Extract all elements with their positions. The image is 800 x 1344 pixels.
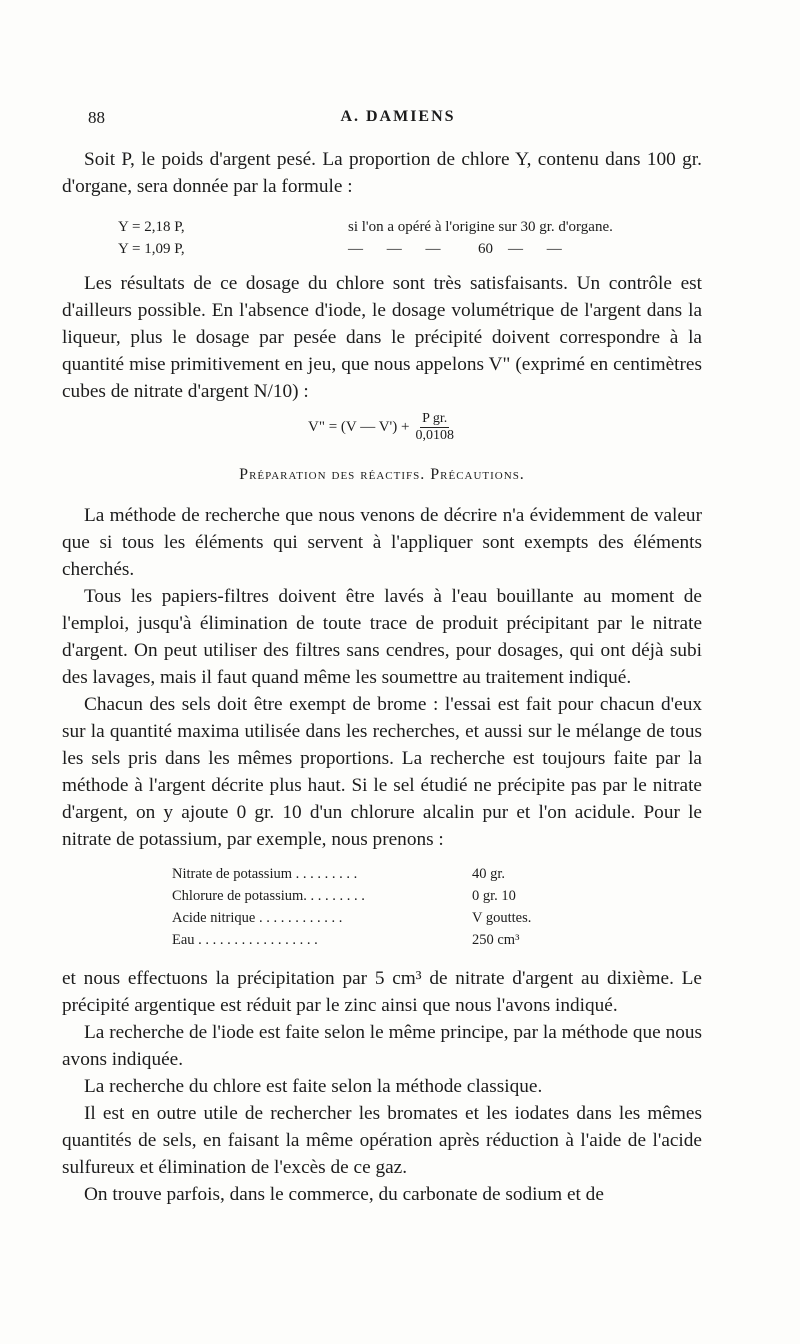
results-paragraph: Les résultats de ce dosage du chlore sont très satisfaisants. Un contrôle est d'ailleurs possible. En l'absence d'iode, le dosage volumétrique de l'argent dans la liqueur, plus le dosage par pesée dans le précipité doivent correspondre à la quantité mise primitivement en jeu, que nous appelons V" (exprimé en centimètres cubes de nitrate d'argent N/10) : xyxy=(62,273,702,402)
recipe-row xyxy=(172,885,702,907)
page-body xyxy=(62,146,702,1208)
recipe-row xyxy=(172,907,702,929)
recipe-quantity: V gouttes. xyxy=(472,910,532,926)
recipe-ingredient: Acide nitrique . . . . . . . . . . . . xyxy=(172,910,343,926)
formula-line xyxy=(62,238,702,260)
recipe-ingredient: Chlorure de potassium. . . . . . . . . xyxy=(172,888,365,904)
paragraph: La recherche de l'iode est faite selon le même principe, par la méthode que nous avons indiquée. xyxy=(62,1022,702,1070)
running-title: A. DAMIENS xyxy=(340,108,456,125)
fraction-numerator: P gr. xyxy=(422,411,448,426)
paragraph: Chacun des sels doit être exempt de brome : l'essai est fait pour chacun d'eux sur la quantité maxima utilisée dans les recherches, et aussi sur le mélange de tous les sels pris dans les mêmes proportions. La recherche est toujours faite par la méthode à l'argent décrite plus haut. Si le sel étudié ne précipite pas par le nitrate d'argent, on y ajoute 0 gr. 10 d'un chlorure alcalin pur et l'on acidule. Pour le nitrate de potassium, par exemple, nous prenons : xyxy=(62,694,702,850)
paragraph: et nous effectuons la précipitation par 5 cm³ de nitrate d'argent au dixième. Le précipité argentique est réduit par le zinc ainsi que nous l'avons indiqué. xyxy=(62,968,702,1016)
recipe-ingredient: Nitrate de potassium . . . . . . . . . xyxy=(172,866,358,882)
fraction-equation xyxy=(62,411,702,444)
recipe-row xyxy=(172,863,702,885)
paragraph: La recherche du chlore est faite selon la méthode classique. xyxy=(84,1076,543,1097)
fraction-denominator: 0,0108 xyxy=(415,428,454,443)
intro-paragraph: Soit P, le poids d'argent pesé. La proportion de chlore Y, contenu dans 100 gr. d'organe, sera donnée par la formule : xyxy=(62,149,702,197)
paragraph: Il est en outre utile de rechercher les bromates et les iodates dans les mêmes quantités de sels, en faisant la même opération après réduction à l'aide de l'acide sulfureux et élimination de l'excès de ce gaz. xyxy=(62,1103,702,1178)
paragraph: On trouve parfois, dans le commerce, du carbonate de sodium et de xyxy=(84,1184,604,1205)
page-header xyxy=(88,108,708,134)
equation-lhs: V" = (V — V') + xyxy=(308,419,410,435)
formula-condition: si l'on a opéré à l'origine sur 30 gr. d'organe. xyxy=(348,219,613,235)
formula-block xyxy=(62,216,702,260)
formula-line xyxy=(62,216,702,238)
page-number: 88 xyxy=(88,108,105,127)
formula-ditto-dashes: — — xyxy=(508,241,572,257)
recipe-quantity: 250 cm³ xyxy=(472,932,520,948)
formula-lhs: Y = 1,09 P, xyxy=(118,241,185,257)
recipe-quantity: 40 gr. xyxy=(472,866,506,882)
paragraph: Tous les papiers-filtres doivent être lavés à l'eau bouillante au moment de l'emploi, jusqu'à élimination de toute trace de produit précipitant par le nitrate d'argent. On peut utiliser des filtres sans cendres, pour dosages, qui ont déjà subi des lavages, mais il faut quand même les soumettre au traitement indiqué. xyxy=(62,586,702,688)
recipe-quantity: 0 gr. 10 xyxy=(472,888,516,904)
formula-ditto-dashes: — — — xyxy=(348,241,451,257)
formula-lhs: Y = 2,18 P, xyxy=(118,219,185,235)
recipe-ingredient: Eau . . . . . . . . . . . . . . . . . xyxy=(172,932,318,948)
formula-grams: 60 xyxy=(478,241,493,257)
fraction xyxy=(413,411,456,444)
recipe-table xyxy=(172,863,702,951)
recipe-row xyxy=(172,929,702,951)
paragraph: La méthode de recherche que nous venons de décrire n'a évidemment de valeur que si tous les éléments qui servent à l'appliquer sont exempts des éléments cherchés. xyxy=(62,505,702,580)
section-heading: Préparation des réactifs. Précautions. xyxy=(239,466,525,483)
